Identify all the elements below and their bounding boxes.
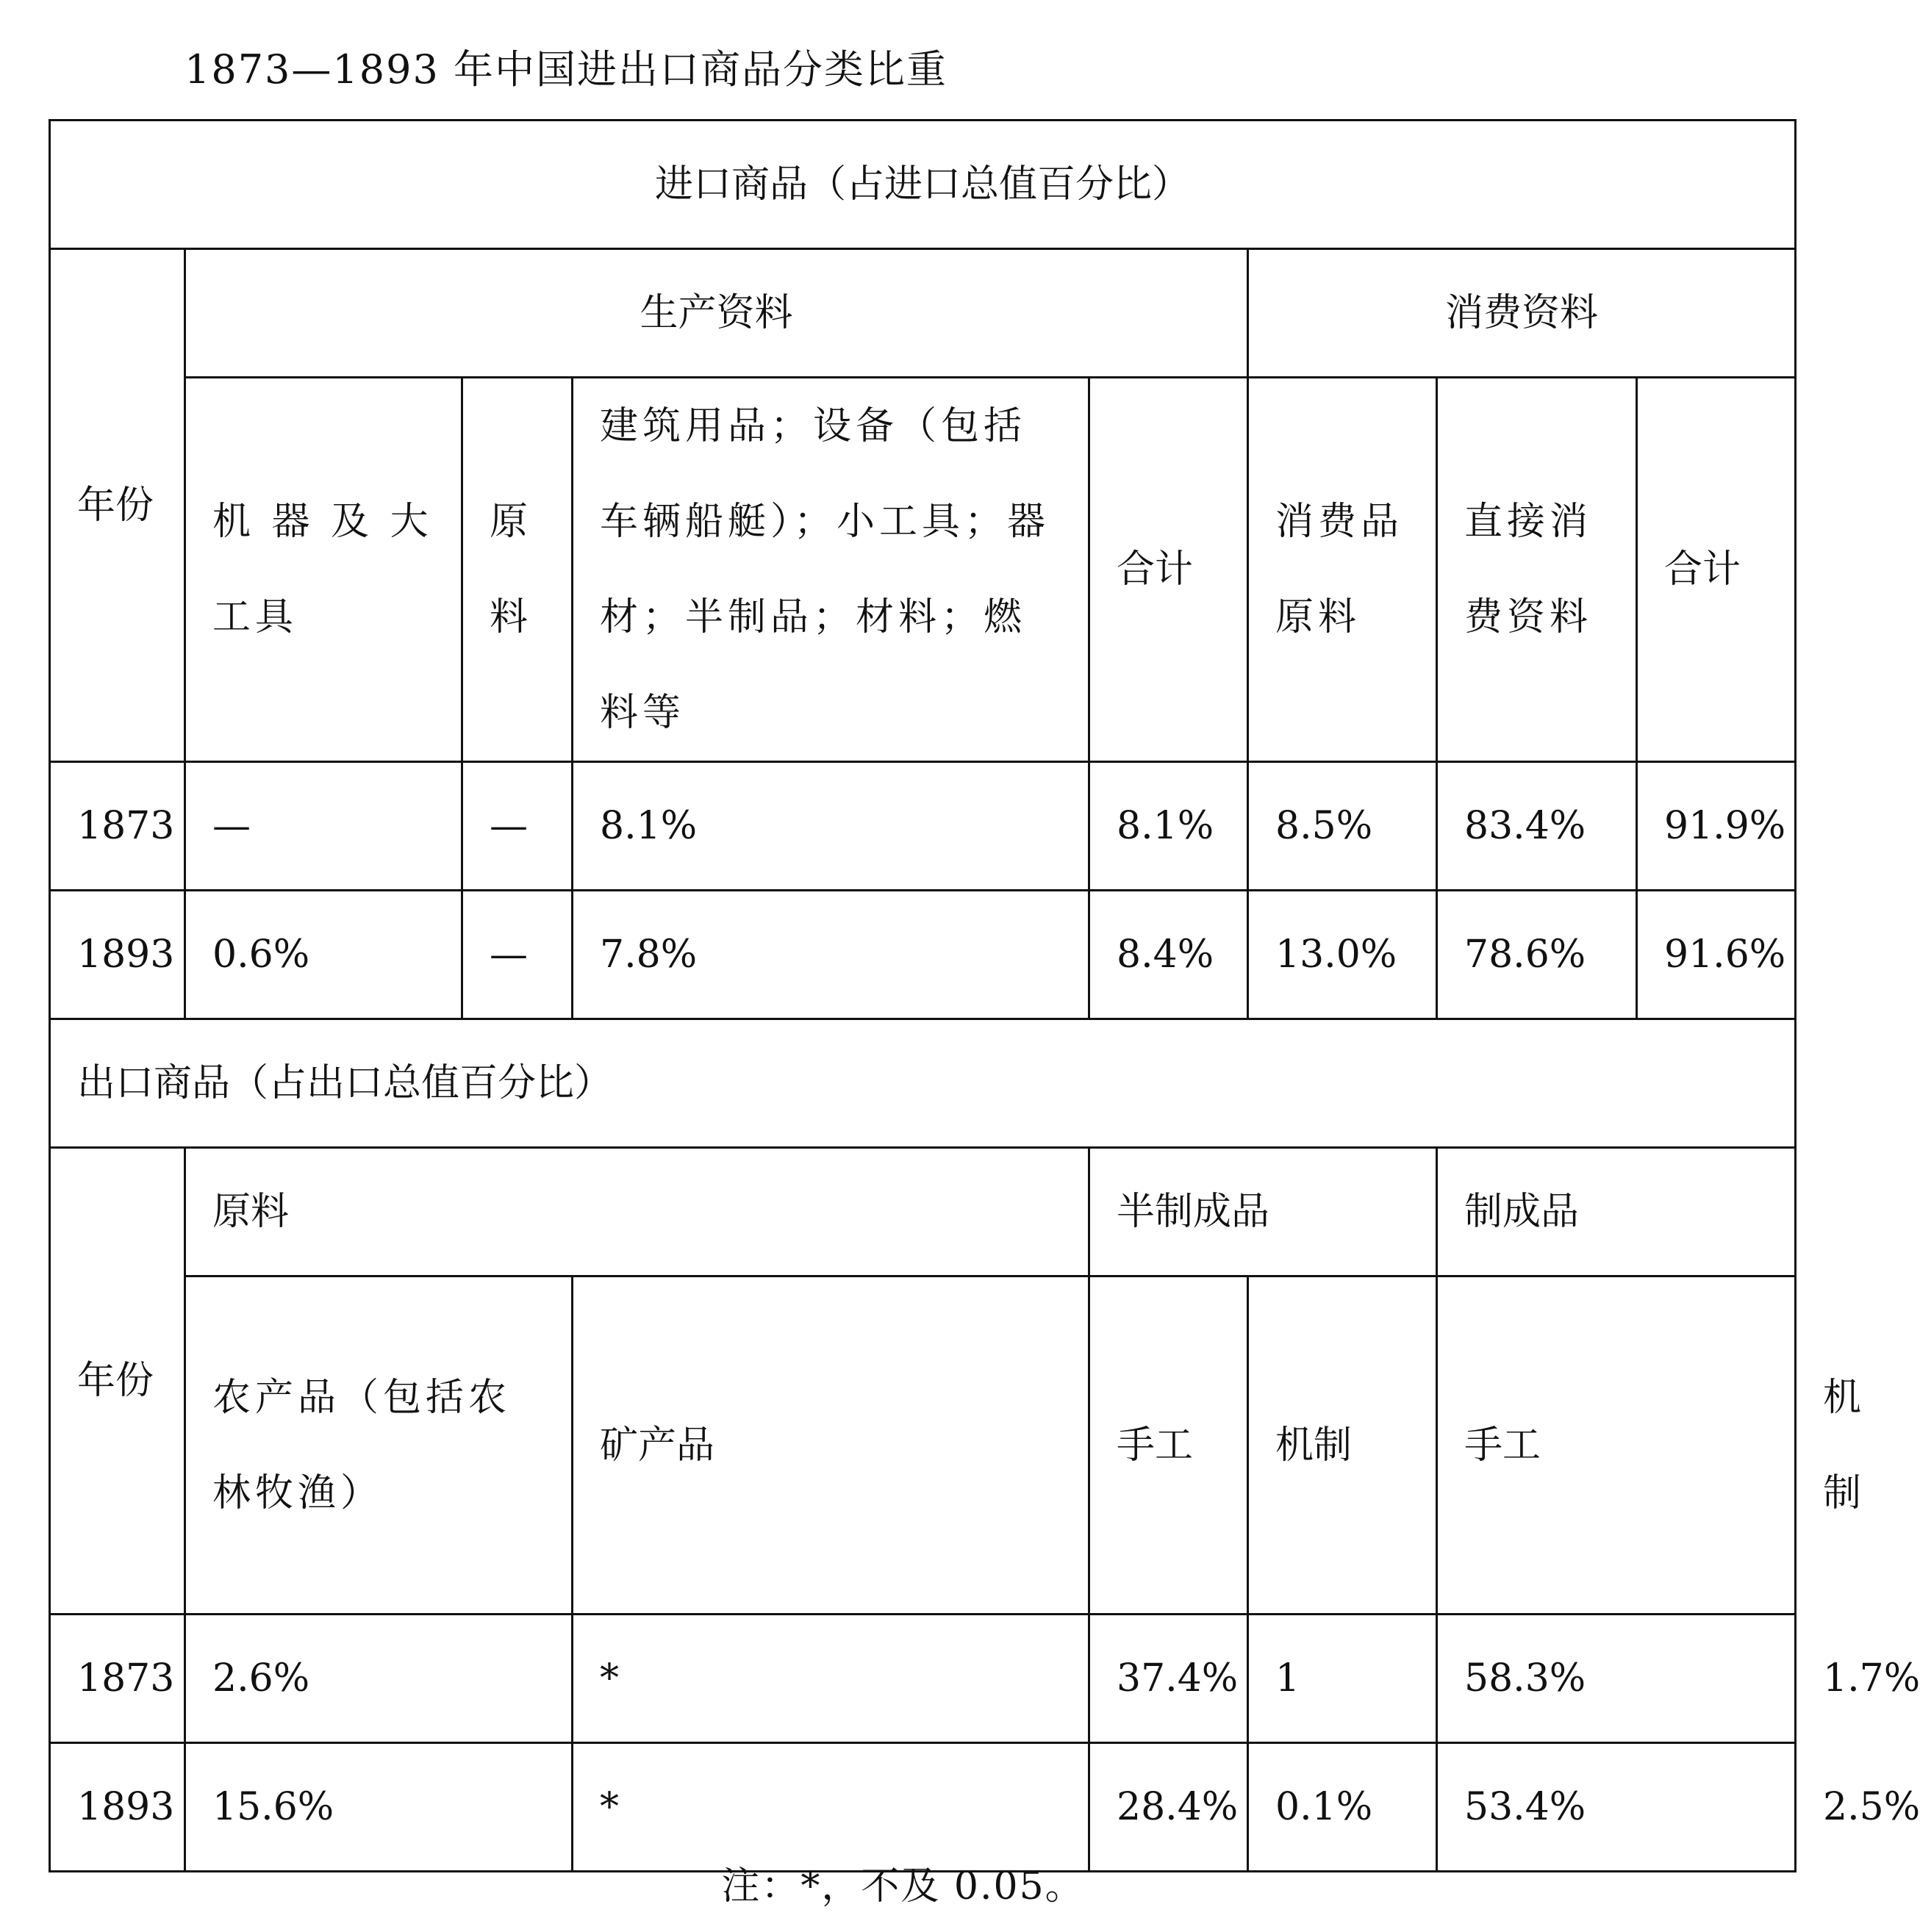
export-cell: 37.4% xyxy=(1089,1615,1248,1743)
import-cell: — xyxy=(462,891,573,1019)
export-cell: 28.4% xyxy=(1089,1743,1248,1872)
export-col-semi-machine: 机制 xyxy=(1248,1276,1437,1615)
export-cell: 1 xyxy=(1248,1615,1437,1743)
import-year-header: 年份 xyxy=(50,249,185,762)
export-col-mineral: 矿产品 xyxy=(573,1276,1089,1615)
import-col-direct-consumption: 直接消 费资料 xyxy=(1437,378,1637,762)
import-cell: 8.1% xyxy=(573,762,1089,891)
import-cell: 0.6% xyxy=(185,891,462,1019)
import-cell: 91.6% xyxy=(1637,891,1796,1019)
trade-table: 进口商品（占进口总值百分比） 年份 生产资料 消费资料 机 器 及 大工具 原 料 建筑用品；设备（包括车辆船艇）；小工具；器材；半制品；材料；燃料等 合计 消费品 原料 直接消 费资料 合计 1873 — — 8.1% 8.1% 8.5% 83.4% 91.9% 1893 0.6% — 7.8% 8.4% 13.0% 78.6% 91.6% 出口商品（占出口总值百分比） 年份 原料 半制成品 制成品 农产品（包括农林牧渔） 矿产品 手工 机制 手工 机制 1873 2.6% * 37.4% 1 58.3% 1.7% 1893 15.6% * 28.4% 0.1% 53.4% 2.5% xyxy=(49,119,1797,1872)
export-section-header: 出口商品（占出口总值百分比） xyxy=(50,1019,1796,1148)
import-col-consumer-raw: 消费品 原料 xyxy=(1248,378,1437,762)
import-col-building: 建筑用品；设备（包括车辆船艇）；小工具；器材；半制品；材料；燃料等 xyxy=(573,378,1089,762)
table-row xyxy=(50,891,1796,1019)
export-cell: 53.4% xyxy=(1437,1743,1796,1872)
import-cell: — xyxy=(462,762,573,891)
export-raw-group: 原料 xyxy=(185,1148,1089,1276)
export-col-finished-handmade: 手工 xyxy=(1437,1276,1796,1615)
import-cell: 8.4% xyxy=(1089,891,1248,1019)
export-row-year: 1873 xyxy=(50,1615,185,1743)
import-row-year: 1893 xyxy=(50,891,185,1019)
import-consumption-group: 消费资料 xyxy=(1248,249,1796,378)
table-title: 1873—1893 年中国进出口商品分类比重 xyxy=(184,46,948,93)
export-semi-group: 半制成品 xyxy=(1089,1148,1437,1276)
export-year-header: 年份 xyxy=(50,1148,185,1615)
table-row: 1873 2.6% * 37.4% 1 58.3% 1.7% xyxy=(50,1615,1796,1743)
export-cell: * xyxy=(573,1615,1089,1743)
table-row: 1893 15.6% * 28.4% 0.1% 53.4% 2.5% xyxy=(50,1743,1796,1872)
import-cell: 91.9% xyxy=(1637,762,1796,891)
export-row-year: 1893 xyxy=(50,1743,185,1872)
import-cell: 8.1% xyxy=(1089,762,1248,891)
import-col-machinery: 机 器 及 大工具 xyxy=(185,378,462,762)
import-cell: 8.5% xyxy=(1248,762,1437,891)
import-section-header: 进口商品（占进口总值百分比） xyxy=(50,121,1796,249)
export-col-semi-handmade: 手工 xyxy=(1089,1276,1248,1615)
import-col-total-production: 合计 xyxy=(1089,378,1248,762)
export-cell: 15.6% xyxy=(185,1743,573,1872)
table-row xyxy=(50,762,1796,891)
table-note: 注：*，不及 0.05。 xyxy=(721,1864,1085,1908)
export-cell: 2.6% xyxy=(185,1615,573,1743)
import-production-group: 生产资料 xyxy=(185,249,1248,378)
export-cell: 58.3% xyxy=(1437,1615,1796,1743)
export-cell: * xyxy=(573,1743,1089,1872)
import-cell: 78.6% xyxy=(1437,891,1637,1019)
export-col-agriculture: 农产品（包括农林牧渔） xyxy=(185,1276,573,1615)
import-col-total-consumption: 合计 xyxy=(1637,378,1796,762)
import-cell: 83.4% xyxy=(1437,762,1637,891)
export-cell: 0.1% xyxy=(1248,1743,1437,1872)
import-row-year: 1873 xyxy=(50,762,185,891)
import-cell: 7.8% xyxy=(573,891,1089,1019)
import-cell: 13.0% xyxy=(1248,891,1437,1019)
export-finished-group: 制成品 xyxy=(1437,1148,1796,1276)
import-cell: — xyxy=(185,762,462,891)
import-col-raw: 原 料 xyxy=(462,378,573,762)
